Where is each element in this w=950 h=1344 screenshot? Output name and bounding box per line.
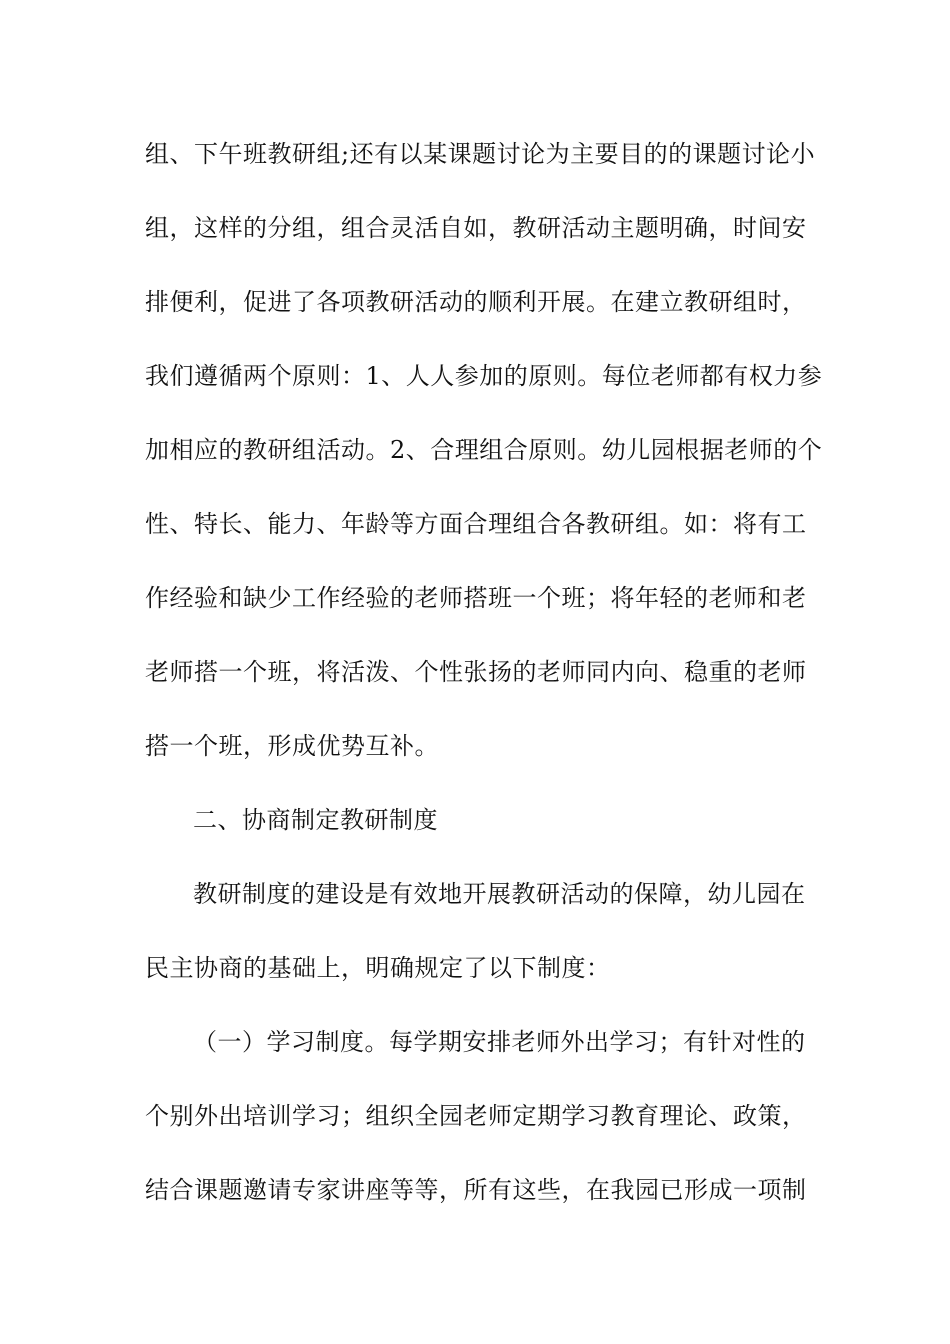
paragraph-line: 组、下午班教研组;还有以某课题讨论为主要目的的课题讨论小 bbox=[145, 140, 816, 168]
paragraph-line: （一）学习制度。每学期安排老师外出学习；有针对性的 bbox=[193, 1028, 806, 1056]
section-heading: 二、协商制定教研制度 bbox=[193, 806, 438, 834]
paragraph-line: 搭一个班，形成优势互补。 bbox=[145, 732, 439, 760]
paragraph-line: 老师搭一个班，将活泼、个性张扬的老师同内向、稳重的老师 bbox=[145, 658, 807, 686]
paragraph-line: 民主协商的基础上，明确规定了以下制度： bbox=[145, 954, 611, 982]
paragraph-line: 性、特长、能力、年龄等方面合理组合各教研组。如：将有工 bbox=[145, 510, 807, 538]
paragraph-line: 结合课题邀请专家讲座等等，所有这些，在我园已形成一项制 bbox=[145, 1176, 807, 1204]
paragraph-line: 我们遵循两个原则：1、人人参加的原则。每位老师都有权力参 bbox=[145, 362, 823, 390]
paragraph-line: 组，这样的分组，组合灵活自如，教研活动主题明确，时间安 bbox=[145, 214, 807, 242]
paragraph-line: 教研制度的建设是有效地开展教研活动的保障，幼儿园在 bbox=[193, 880, 806, 908]
paragraph-line: 排便利，促进了各项教研活动的顺利开展。在建立教研组时， bbox=[145, 288, 807, 316]
paragraph-line: 作经验和缺少工作经验的老师搭班一个班；将年轻的老师和老 bbox=[145, 584, 807, 612]
paragraph-line: 加相应的教研组活动。2、合理组合原则。幼儿园根据老师的个 bbox=[145, 436, 823, 464]
paragraph-line: 个别外出培训学习；组织全园老师定期学习教育理论、政策， bbox=[145, 1102, 807, 1130]
